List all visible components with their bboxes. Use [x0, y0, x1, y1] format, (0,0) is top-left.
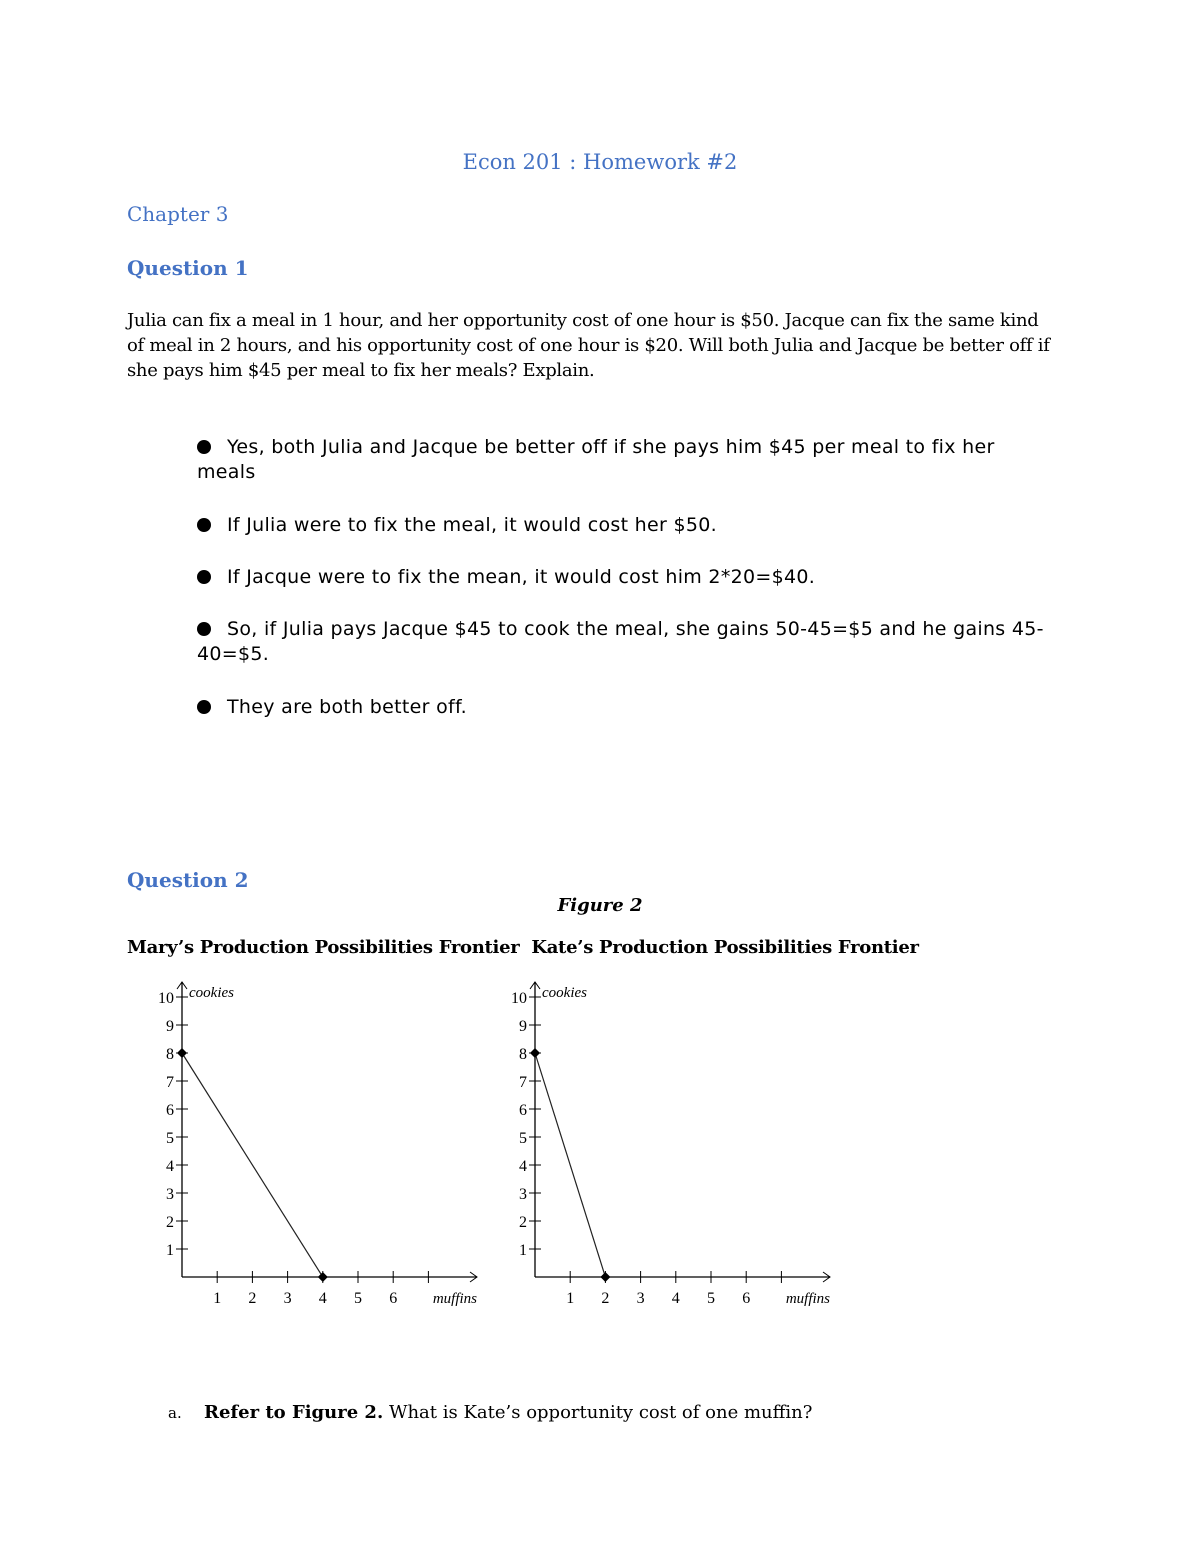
ppf-point — [600, 1272, 610, 1282]
x-tick-label: 3 — [283, 1290, 292, 1307]
document-title: Econ 201 : Homework #2 — [462, 150, 738, 174]
ppf-point — [177, 1048, 187, 1058]
x-axis-label: muffins — [432, 1291, 477, 1307]
y-tick-label: 1 — [166, 1242, 174, 1259]
answer-text: If Jacque were to fix the mean, it would cost him 2*20=$40. — [227, 566, 816, 588]
x-tick-label: 2 — [248, 1290, 257, 1307]
y-tick-label: 1 — [519, 1242, 527, 1259]
x-tick-label: 6 — [389, 1290, 398, 1307]
y-tick-label: 4 — [166, 1158, 174, 1175]
y-tick-label: 3 — [519, 1186, 527, 1203]
y-tick-label: 4 — [519, 1158, 527, 1175]
y-tick-label: 5 — [166, 1130, 174, 1147]
y-tick-label: 2 — [519, 1214, 527, 1231]
answer-text: So, if Julia pays Jacque $45 to cook the meal, she gains 50-45=$5 and he gains 45-40=$5. — [197, 618, 1044, 665]
question-2-heading: Question 2 — [127, 868, 249, 892]
y-tick-label: 5 — [519, 1130, 527, 1147]
y-tick-label: 8 — [519, 1046, 527, 1063]
part-label: a. — [168, 1404, 182, 1422]
x-tick-label: 2 — [601, 1290, 610, 1307]
question-2a — [168, 1402, 812, 1423]
part-a-text: What is Kate’s opportunity cost of one muffin? — [383, 1402, 813, 1423]
chart-titles: Mary’s Production Possibilities Frontier Kate’s Production Possibilities Frontier — [127, 937, 919, 958]
x-tick-label: 4 — [671, 1290, 680, 1307]
y-tick-label: 7 — [519, 1074, 527, 1091]
answer-text: Yes, both Julia and Jacque be better off if she pays him $45 per meal to fix her meals — [197, 436, 995, 483]
y-tick-label: 9 — [166, 1018, 174, 1035]
x-axis-label: muffins — [785, 1291, 830, 1307]
y-axis-label: cookies — [542, 985, 587, 1001]
x-tick-label: 6 — [742, 1290, 751, 1307]
chapter-heading: Chapter 3 — [127, 202, 229, 226]
y-tick-label: 6 — [166, 1102, 174, 1119]
y-tick-label: 6 — [519, 1102, 527, 1119]
y-tick-label: 7 — [166, 1074, 174, 1091]
ppf-point — [530, 1048, 540, 1058]
answer-text: They are both better off. — [227, 696, 467, 718]
answer-text: If Julia were to fix the meal, it would cost her $50. — [227, 514, 717, 536]
y-tick-label: 8 — [166, 1046, 174, 1063]
ppf-point — [318, 1272, 328, 1282]
x-tick-label: 4 — [318, 1290, 327, 1307]
x-tick-label: 3 — [636, 1290, 645, 1307]
x-tick-label: 5 — [354, 1290, 362, 1307]
part-a-bold: Refer to Figure 2. — [204, 1402, 384, 1423]
ppf-line — [182, 1053, 323, 1277]
figure-label: Figure 2 — [557, 895, 643, 916]
y-tick-label: 2 — [166, 1214, 174, 1231]
x-tick-label: 1 — [213, 1290, 222, 1307]
question-1-text: Julia can fix a meal in 1 hour, and her opportunity cost of one hour is $50. Jacque can fix the same kind of meal in 2 hours, and his opportunity cost of one hour is $20. Will both Julia and Jacque be better off if she pays him $45 per meal to fix her meals? Explain. — [127, 310, 1050, 381]
y-tick-label: 10 — [158, 990, 174, 1007]
ppf-line — [535, 1053, 605, 1277]
x-tick-label: 1 — [566, 1290, 575, 1307]
x-tick-label: 5 — [707, 1290, 715, 1307]
question-1-heading: Question 1 — [127, 256, 249, 280]
y-tick-label: 3 — [166, 1186, 174, 1203]
y-tick-label: 10 — [511, 990, 527, 1007]
y-axis-label: cookies — [189, 985, 234, 1001]
y-tick-label: 9 — [519, 1018, 527, 1035]
